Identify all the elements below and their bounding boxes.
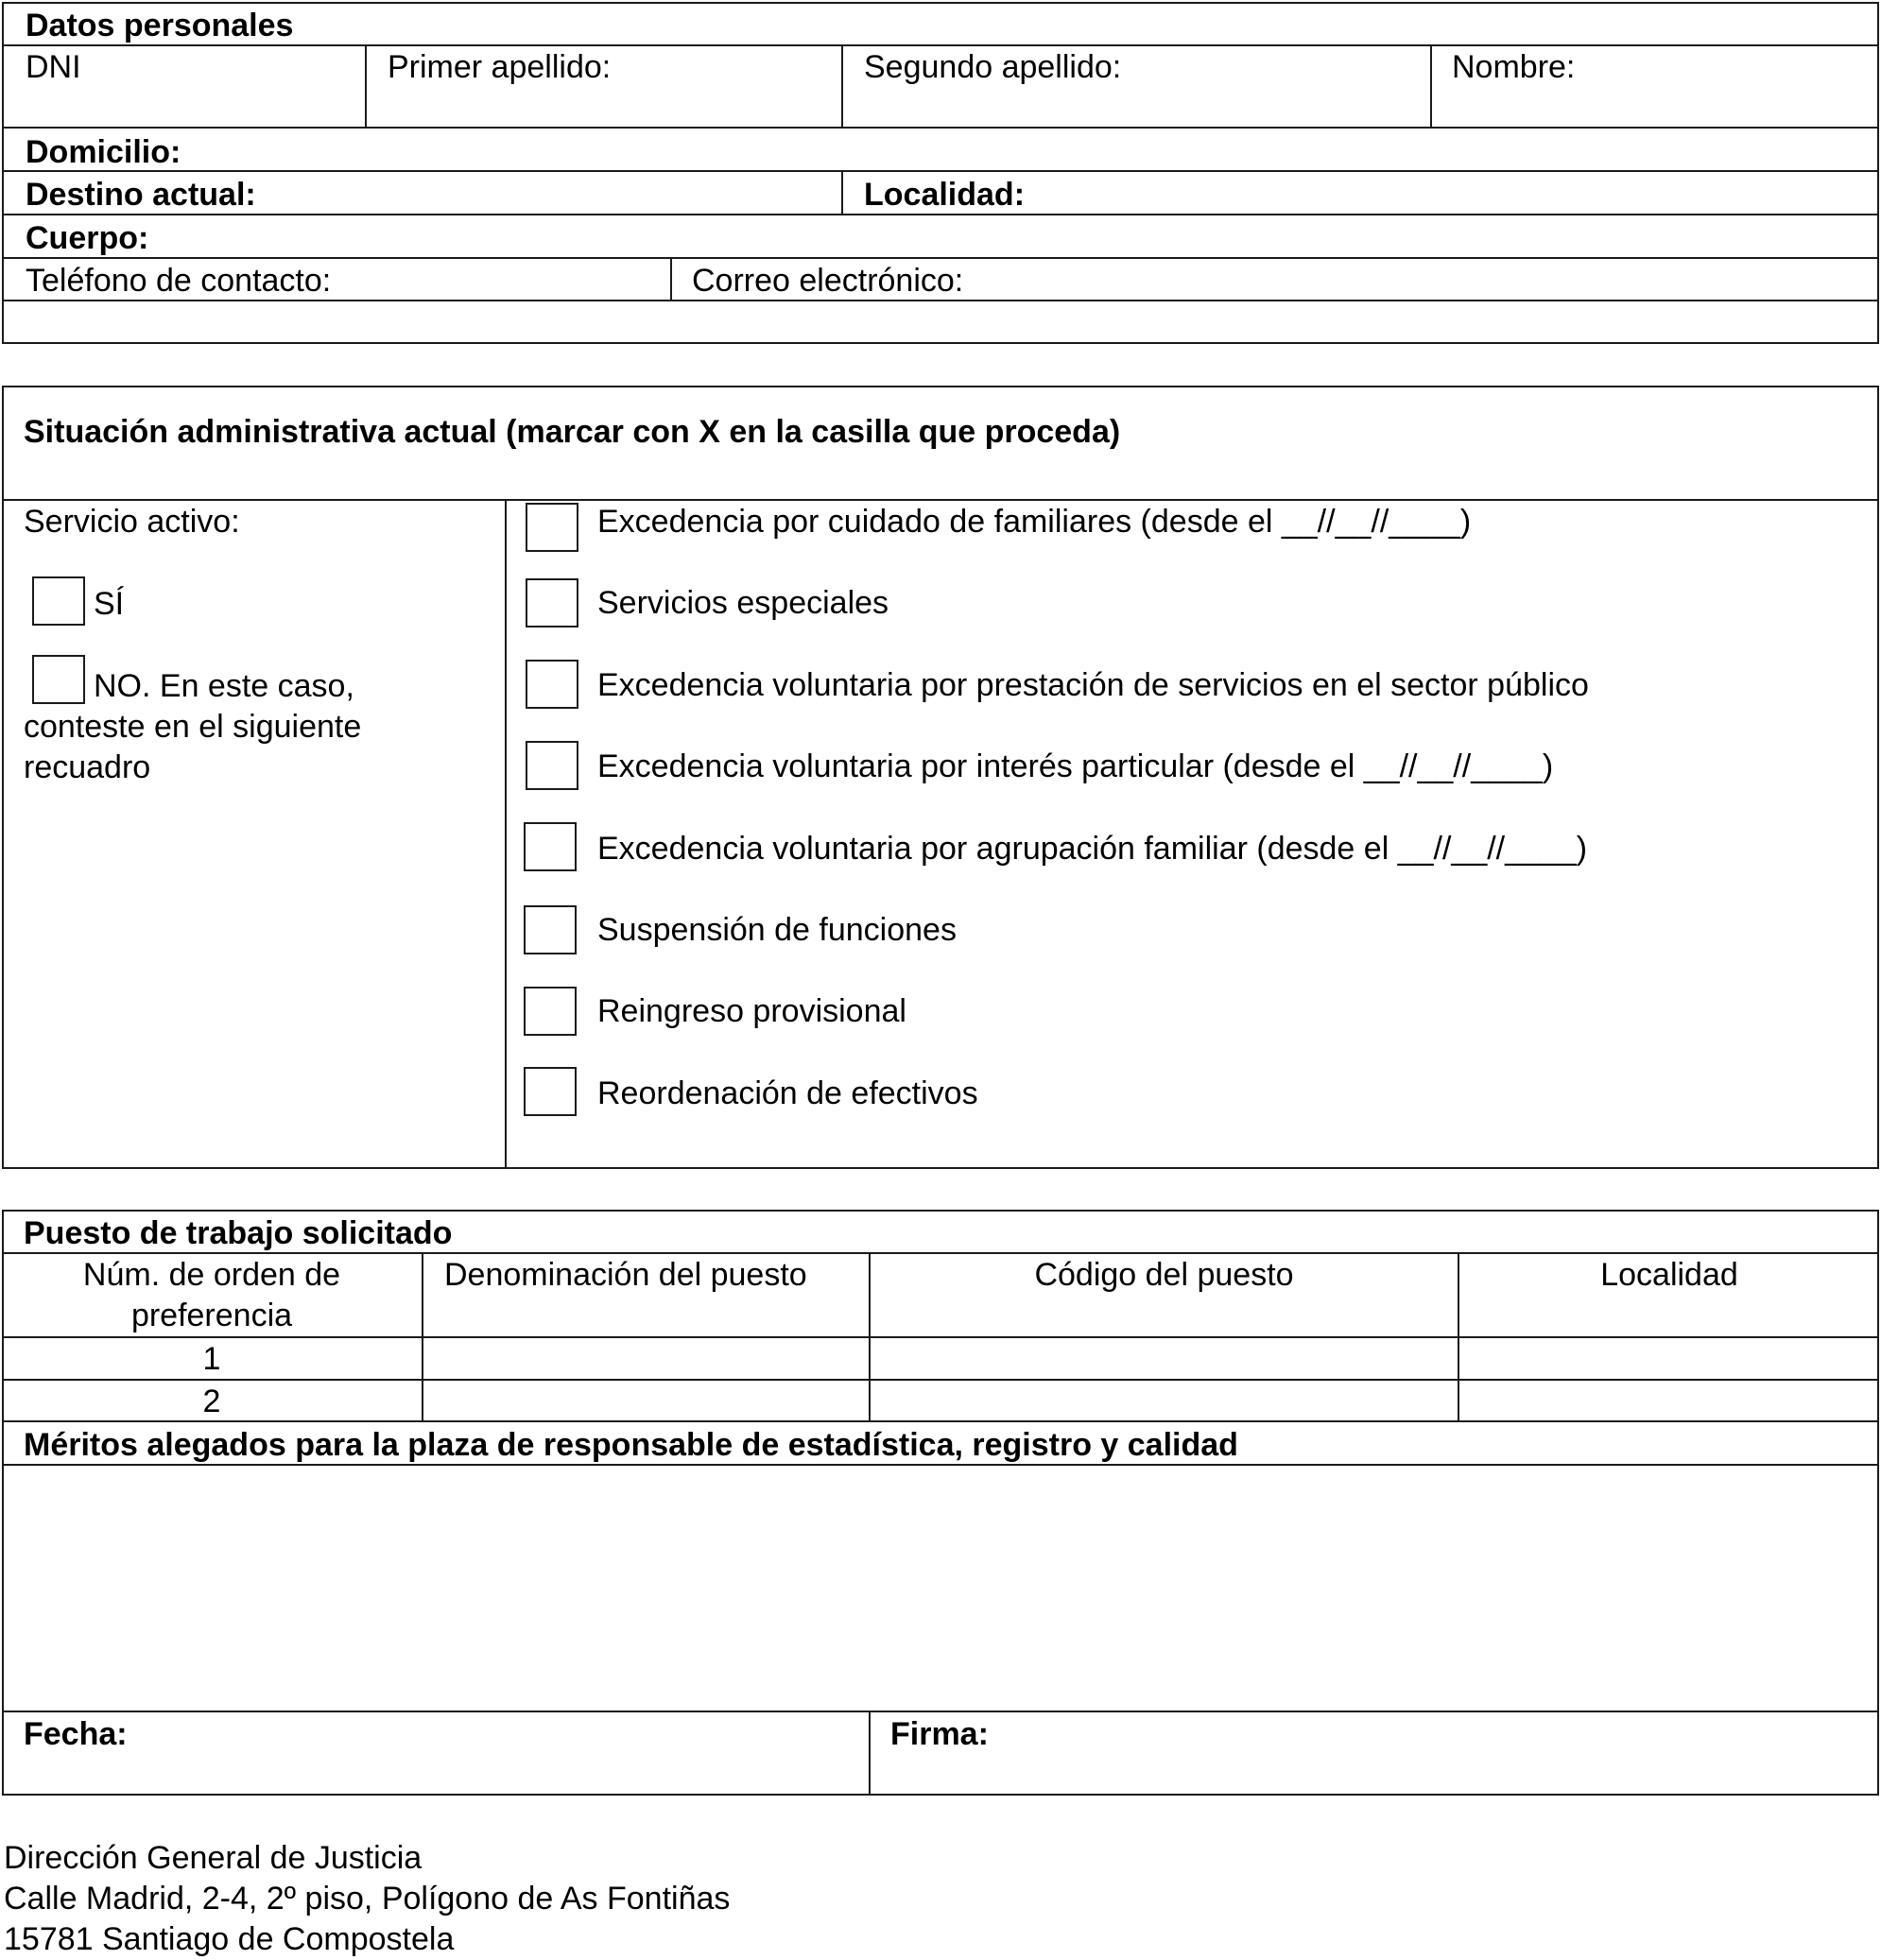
field-nombre[interactable]: Nombre: xyxy=(1452,49,1576,85)
divider xyxy=(2,257,1879,259)
field-primer-apellido[interactable]: Primer apellido: xyxy=(388,49,612,85)
option-label-2: Servicios especiales xyxy=(597,585,889,621)
checkbox-option-7[interactable] xyxy=(524,987,577,1036)
checkbox-si[interactable] xyxy=(32,576,85,626)
checkbox-option-5[interactable] xyxy=(524,822,577,871)
checkbox-no[interactable] xyxy=(32,655,85,704)
field-localidad[interactable]: Localidad: xyxy=(864,177,1026,213)
divider xyxy=(422,1252,423,1421)
col-header-orden-line1: Núm. de orden de xyxy=(82,1257,341,1293)
divider xyxy=(2,170,1879,172)
footer-address-line2: Calle Madrid, 2-4, 2º piso, Polígono de As Fontiñas xyxy=(4,1881,731,1917)
checkbox-option-2[interactable] xyxy=(526,578,578,628)
table-row-number: 1 xyxy=(202,1341,221,1377)
checkbox-option-3[interactable] xyxy=(526,660,578,709)
option-label-4: Excedencia voluntaria por interés particular (desde el __//__//____) xyxy=(597,748,1554,784)
divider xyxy=(365,44,367,128)
option-label-7: Reingreso provisional xyxy=(597,993,906,1029)
meritos-field[interactable] xyxy=(4,1467,1877,1709)
field-segundo-apellido[interactable]: Segundo apellido: xyxy=(864,49,1122,85)
divider xyxy=(2,499,1879,501)
field-domicilio[interactable]: Domicilio: xyxy=(26,134,181,170)
divider xyxy=(670,257,672,301)
section-title-situacion: Situación administrativa actual (marcar con X en la casilla que proceda) xyxy=(24,414,1121,450)
servicio-activo-label: Servicio activo: xyxy=(24,504,240,540)
footer-address-line3: 15781 Santiago de Compostela xyxy=(4,1921,455,1957)
option-label-5: Excedencia voluntaria por agrupación familiar (desde el __//__//____) xyxy=(597,831,1588,867)
divider xyxy=(869,1711,871,1796)
option-label-1: Excedencia por cuidado de familiares (desde el __//__//____) xyxy=(597,504,1472,540)
divider xyxy=(2,1711,1879,1712)
divider xyxy=(505,499,507,1169)
field-destino-actual[interactable]: Destino actual: xyxy=(26,177,256,213)
section-title-personal: Datos personales xyxy=(26,8,294,43)
divider xyxy=(1430,44,1432,128)
label-si: SÍ xyxy=(94,586,125,622)
col-header-codigo: Código del puesto xyxy=(1034,1257,1294,1293)
checkbox-option-4[interactable] xyxy=(526,741,578,790)
label-no-line3: recuadro xyxy=(24,749,151,785)
section-title-puesto: Puesto de trabajo solicitado xyxy=(24,1215,453,1251)
col-header-denominacion: Denominación del puesto xyxy=(444,1257,807,1293)
col-header-orden xyxy=(2,1255,422,1336)
option-label-3: Excedencia voluntaria por prestación de servicios en el sector público xyxy=(597,667,1589,703)
label-no: NO. En este caso, xyxy=(94,668,354,704)
field-fecha[interactable]: Fecha: xyxy=(24,1716,128,1752)
divider xyxy=(841,44,843,128)
checkbox-option-8[interactable] xyxy=(524,1067,577,1116)
divider xyxy=(841,170,843,215)
option-label-6: Suspensión de funciones xyxy=(597,912,957,948)
option-label-8: Reordenación de efectivos xyxy=(597,1075,978,1111)
col-header-orden-line2: preferencia xyxy=(130,1297,293,1333)
divider xyxy=(2,1336,1879,1338)
table-row-number: 2 xyxy=(202,1384,221,1419)
col-header-localidad: Localidad xyxy=(1600,1257,1738,1293)
field-telefono[interactable]: Teléfono de contacto: xyxy=(26,263,332,299)
divider xyxy=(2,127,1879,129)
field-firma[interactable]: Firma: xyxy=(890,1716,989,1752)
checkbox-option-1[interactable] xyxy=(526,503,578,552)
checkbox-option-6[interactable] xyxy=(524,905,577,954)
meritos-title: Méritos alegados para la plaza de responsable de estadística, registro y calidad xyxy=(24,1427,1238,1463)
field-dni[interactable]: DNI xyxy=(26,49,81,85)
field-correo[interactable]: Correo electrónico: xyxy=(692,263,964,299)
label-no-line2: conteste en el siguiente xyxy=(24,709,362,745)
field-cuerpo[interactable]: Cuerpo: xyxy=(26,220,149,256)
footer-address-line1: Dirección General de Justicia xyxy=(4,1840,423,1876)
